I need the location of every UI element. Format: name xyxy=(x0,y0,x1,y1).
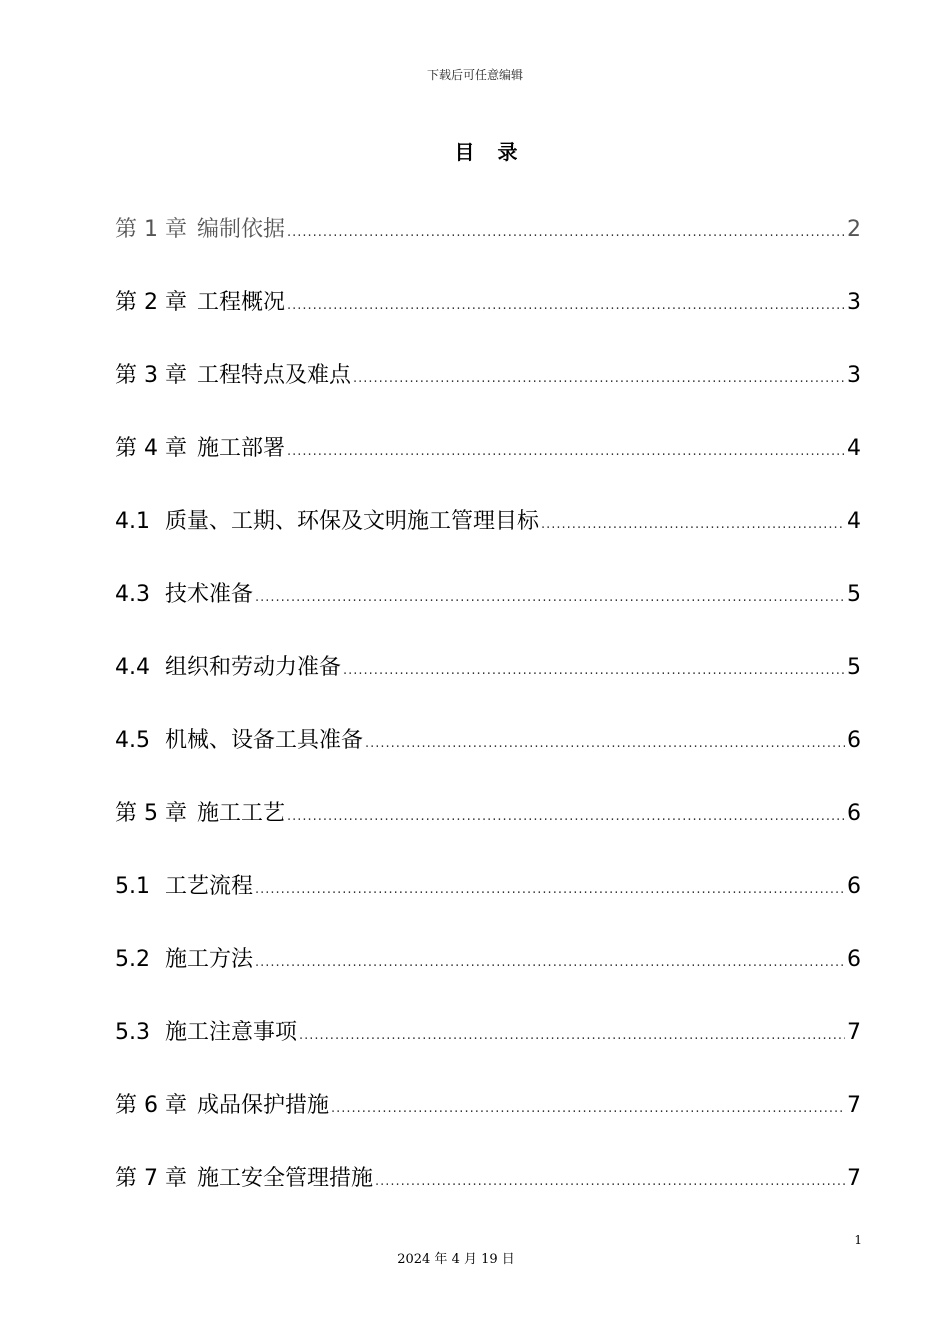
toc-entry-page: 6 xyxy=(847,728,861,753)
toc-entry-number: 4.3 xyxy=(115,582,150,607)
toc-entry-number: 5.1 xyxy=(115,874,150,899)
toc-entry[interactable] xyxy=(115,723,861,796)
toc-leader-dots xyxy=(353,371,845,386)
toc-entry[interactable] xyxy=(115,1161,861,1234)
toc-entry[interactable] xyxy=(115,212,861,285)
toc-entry-title: 技术准备 xyxy=(165,582,254,607)
toc-entry-page: 5 xyxy=(847,582,861,607)
toc-entry-page: 4 xyxy=(847,509,861,534)
toc-entry[interactable] xyxy=(115,1015,861,1088)
toc-entry-page: 6 xyxy=(847,801,861,826)
toc-entry-page: 5 xyxy=(847,655,861,680)
toc-entry-title: 质量、工期、环保及文明施工管理目标 xyxy=(165,509,540,534)
toc-entry-page: 3 xyxy=(847,363,861,388)
toc-entry-page: 6 xyxy=(847,947,861,972)
toc-entry-title: 工程特点及难点 xyxy=(196,363,351,388)
toc-entry[interactable] xyxy=(115,650,861,723)
toc-entry[interactable] xyxy=(115,358,861,431)
toc-entry-page: 7 xyxy=(847,1093,861,1118)
toc-leader-dots xyxy=(375,1174,845,1189)
toc-entry-title: 工程概况 xyxy=(196,290,285,315)
toc-entry-title: 施工方法 xyxy=(165,947,254,972)
toc-entry-number: 第 4 章 xyxy=(115,436,187,461)
toc-entry-title: 机械、设备工具准备 xyxy=(165,728,364,753)
footer-date: 2024 年 4 月 19 日 xyxy=(397,1252,515,1267)
toc-leader-dots xyxy=(343,663,845,678)
toc-entry-title: 成品保护措施 xyxy=(196,1093,329,1118)
toc-leader-dots xyxy=(331,1101,845,1116)
toc-leader-dots xyxy=(541,517,845,532)
toc-entry-title: 编制依据 xyxy=(196,217,285,242)
toc-entry[interactable] xyxy=(115,1088,861,1161)
toc-entry[interactable] xyxy=(115,942,861,1015)
toc-leader-dots xyxy=(255,590,845,605)
toc-entry-page: 6 xyxy=(847,874,861,899)
toc-entry-page: 4 xyxy=(847,436,861,461)
toc-entry-number: 5.2 xyxy=(115,947,150,972)
toc-entry-page: 7 xyxy=(847,1020,861,1045)
toc-entry-number: 第 1 章 xyxy=(115,217,187,242)
toc-leader-dots xyxy=(255,882,845,897)
toc-entry-number: 第 7 章 xyxy=(115,1166,187,1191)
toc-entry-title: 施工部署 xyxy=(196,436,285,461)
toc-leader-dots xyxy=(255,955,845,970)
toc-entry-number: 4.4 xyxy=(115,655,150,680)
toc-entry-number: 第 3 章 xyxy=(115,363,187,388)
header-note: 下载后可任意编辑 xyxy=(426,68,523,82)
table-of-contents xyxy=(115,212,861,1234)
toc-entry-title: 施工工艺 xyxy=(196,801,285,826)
toc-leader-dots xyxy=(287,225,845,240)
toc-leader-dots xyxy=(365,736,845,751)
toc-entry-title: 施工安全管理措施 xyxy=(196,1166,373,1191)
toc-entry[interactable] xyxy=(115,431,861,504)
toc-entry[interactable] xyxy=(115,869,861,942)
toc-entry[interactable] xyxy=(115,796,861,869)
toc-entry-title: 组织和劳动力准备 xyxy=(165,655,342,680)
toc-entry-number: 4.5 xyxy=(115,728,150,753)
toc-entry-page: 2 xyxy=(847,217,861,242)
toc-title: 目 录 xyxy=(454,140,526,164)
toc-entry[interactable] xyxy=(115,285,861,358)
toc-entry-title: 工艺流程 xyxy=(165,874,254,899)
toc-entry-number: 第 6 章 xyxy=(115,1093,187,1118)
toc-leader-dots xyxy=(287,444,845,459)
toc-entry-page: 3 xyxy=(847,290,861,315)
toc-entry[interactable] xyxy=(115,504,861,577)
toc-entry-page: 7 xyxy=(847,1166,861,1191)
toc-leader-dots xyxy=(287,298,845,313)
toc-entry-number: 4.1 xyxy=(115,509,150,534)
page-number: 1 xyxy=(854,1233,862,1247)
toc-entry-number: 第 2 章 xyxy=(115,290,187,315)
toc-leader-dots xyxy=(299,1028,845,1043)
toc-leader-dots xyxy=(287,809,845,824)
toc-entry-title: 施工注意事项 xyxy=(165,1020,298,1045)
toc-entry-number: 第 5 章 xyxy=(115,801,187,826)
toc-entry-number: 5.3 xyxy=(115,1020,150,1045)
toc-entry[interactable] xyxy=(115,577,861,650)
